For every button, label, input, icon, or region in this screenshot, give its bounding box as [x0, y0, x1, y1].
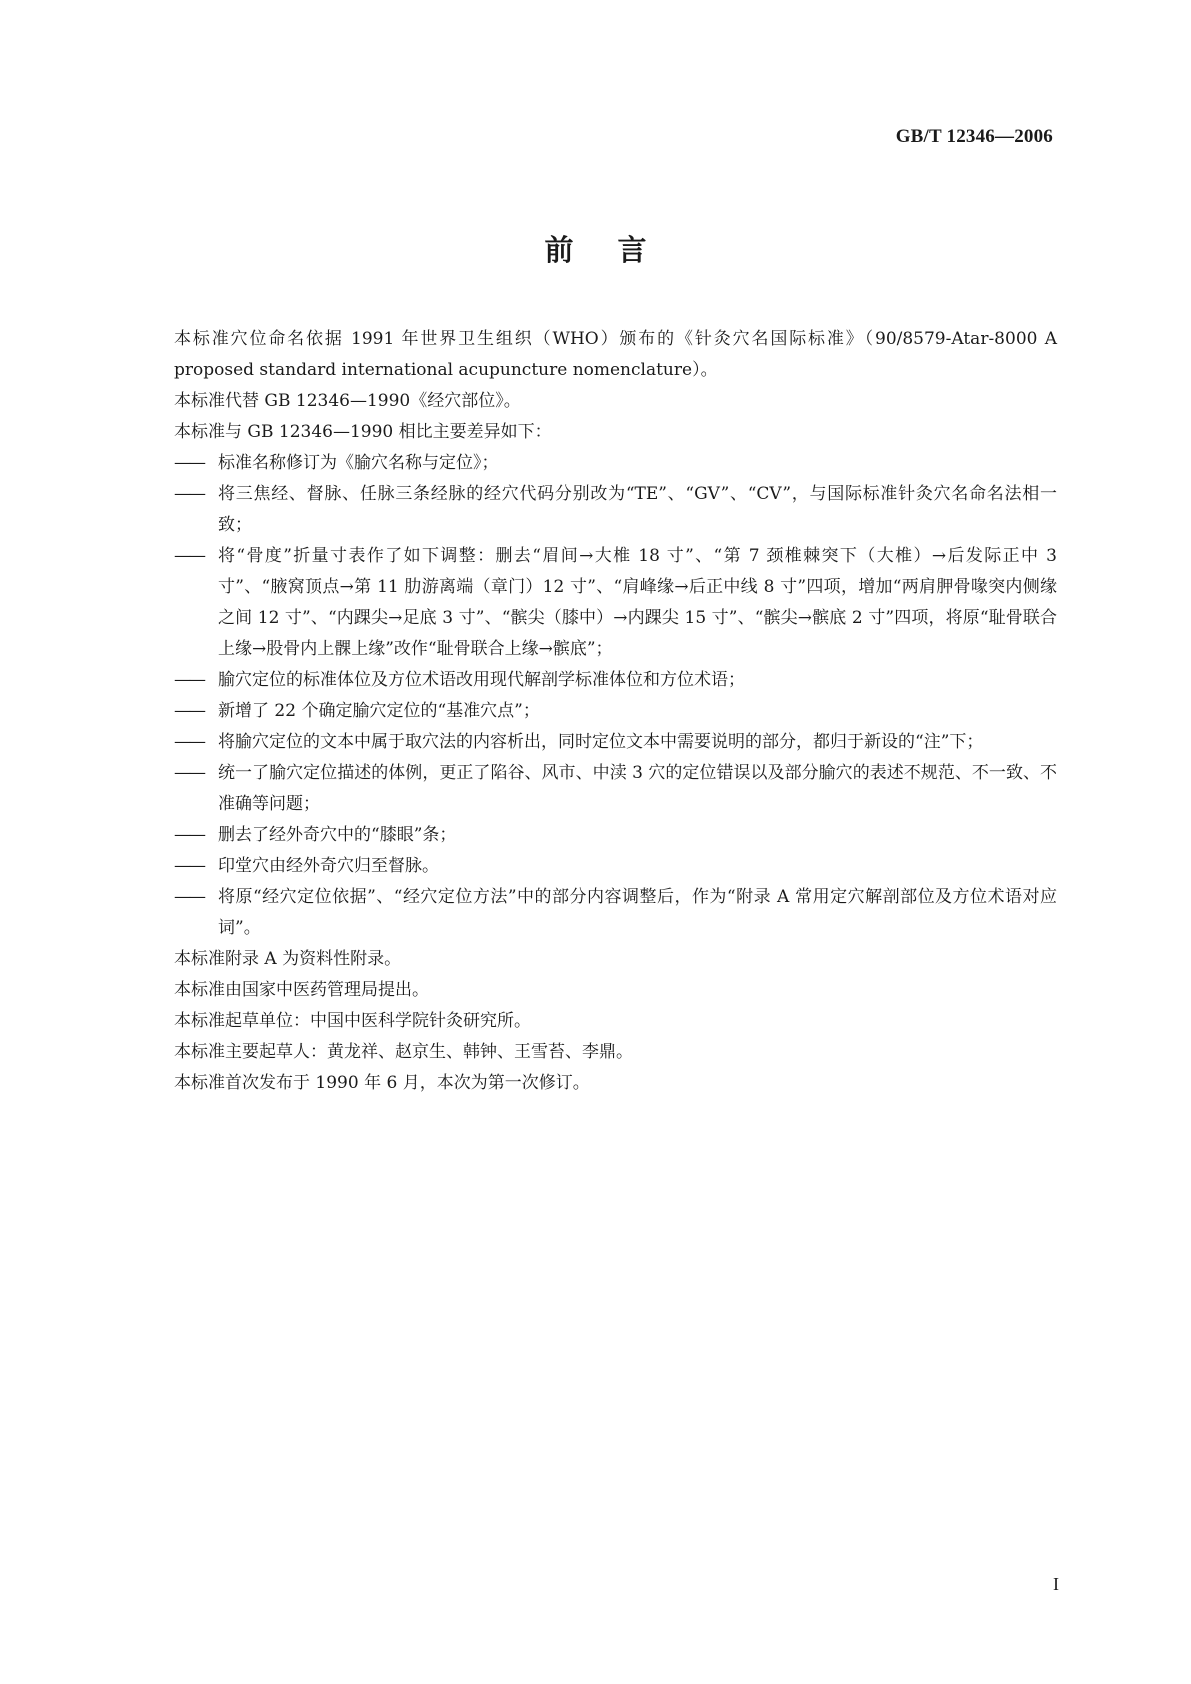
change-text: 将原“经穴定位依据”、“经穴定位方法”中的部分内容调整后，作为“附录 A 常用定穴解剖部位及方位术语对应词”。 [218, 887, 1057, 938]
foreword-body [174, 324, 1057, 1099]
dash-marker: —— [174, 856, 204, 876]
change-text: 印堂穴由经外奇穴归至督脉。 [218, 856, 439, 876]
paragraph: 本标准由国家中医药管理局提出。 [174, 980, 429, 1000]
standard-number: GB/T 12346—2006 [895, 126, 1053, 147]
dash-marker: —— [174, 484, 204, 504]
change-text: 将腧穴定位的文本中属于取穴法的内容析出，同时定位文本中需要说明的部分，都归于新设的“注”下； [218, 732, 984, 752]
change-text: 新增了 22 个确定腧穴定位的“基准穴点”； [218, 701, 540, 721]
dash-marker: —— [174, 453, 204, 473]
dash-marker: —— [174, 887, 204, 907]
dash-marker: —— [174, 732, 204, 752]
change-text: 删去了经外奇穴中的“膝眼”条； [218, 825, 457, 845]
dash-marker: —— [174, 670, 204, 690]
dash-marker: —— [174, 825, 204, 845]
dash-marker: —— [174, 546, 204, 566]
change-item [174, 665, 1057, 696]
paragraph: 本标准穴位命名依据 1991 年世界卫生组织（WHO）颁布的《针灸穴名国际标准》（90/8579-Atar-8000 A proposed standard international acupuncture nomenclature）。 [174, 329, 1057, 380]
paragraph: 本标准与 GB 12346—1990 相比主要差异如下： [174, 422, 552, 442]
paragraph: 本标准起草单位：中国中医科学院针灸研究所。 [174, 1011, 531, 1031]
change-item [174, 541, 1057, 665]
change-item [174, 479, 1057, 541]
paragraph: 本标准主要起草人：黄龙祥、赵京生、韩钟、王雪苔、李鼎。 [174, 1042, 633, 1062]
change-item [174, 820, 1057, 851]
change-item [174, 696, 1057, 727]
change-text: 统一了腧穴定位描述的体例，更正了陷谷、风市、中渎 3 穴的定位错误以及部分腧穴的表述不规范、不一致、不准确等问题； [218, 763, 1057, 814]
change-text: 将三焦经、督脉、任脉三条经脉的经穴代码分别改为“TE”、“GV”、“CV”，与国际标准针灸穴名命名法相一致； [218, 484, 1057, 535]
change-item [174, 882, 1057, 944]
change-item [174, 851, 1057, 882]
page-title: 前言 [544, 233, 691, 267]
page-number: I [1053, 1574, 1059, 1594]
change-text: 腧穴定位的标准体位及方位术语改用现代解剖学标准体位和方位术语； [218, 670, 745, 690]
change-text: 标准名称修订为《腧穴名称与定位》； [218, 453, 499, 473]
paragraph: 本标准首次发布于 1990 年 6 月，本次为第一次修订。 [174, 1073, 590, 1093]
change-text: 将“骨度”折量寸表作了如下调整：删去“眉间→大椎 18 寸”、“第 7 颈椎棘突下（大椎）→后发际正中 3 寸”、“腋窝顶点→第 11 肋游离端（章门）12 寸”、“肩峰缘→后正中线 8 寸”四项，增加“两肩胛骨喙突内侧缘之间 12 寸”、“内踝尖→足底 3 寸”、“髌尖（膝中）→内踝尖 15 寸”、“髌尖→髌底 2 寸”四项，将原“耻骨联合上缘→股骨内上髁上缘”改作“耻骨联合上缘→髌底”； [218, 546, 1057, 659]
dash-marker: —— [174, 763, 204, 783]
paragraph: 本标准代替 GB 12346—1990《经穴部位》。 [174, 391, 521, 411]
paragraph: 本标准附录 A 为资料性附录。 [174, 949, 402, 969]
dash-marker: —— [174, 701, 204, 721]
change-item [174, 727, 1057, 758]
change-item [174, 758, 1057, 820]
change-item [174, 448, 1057, 479]
